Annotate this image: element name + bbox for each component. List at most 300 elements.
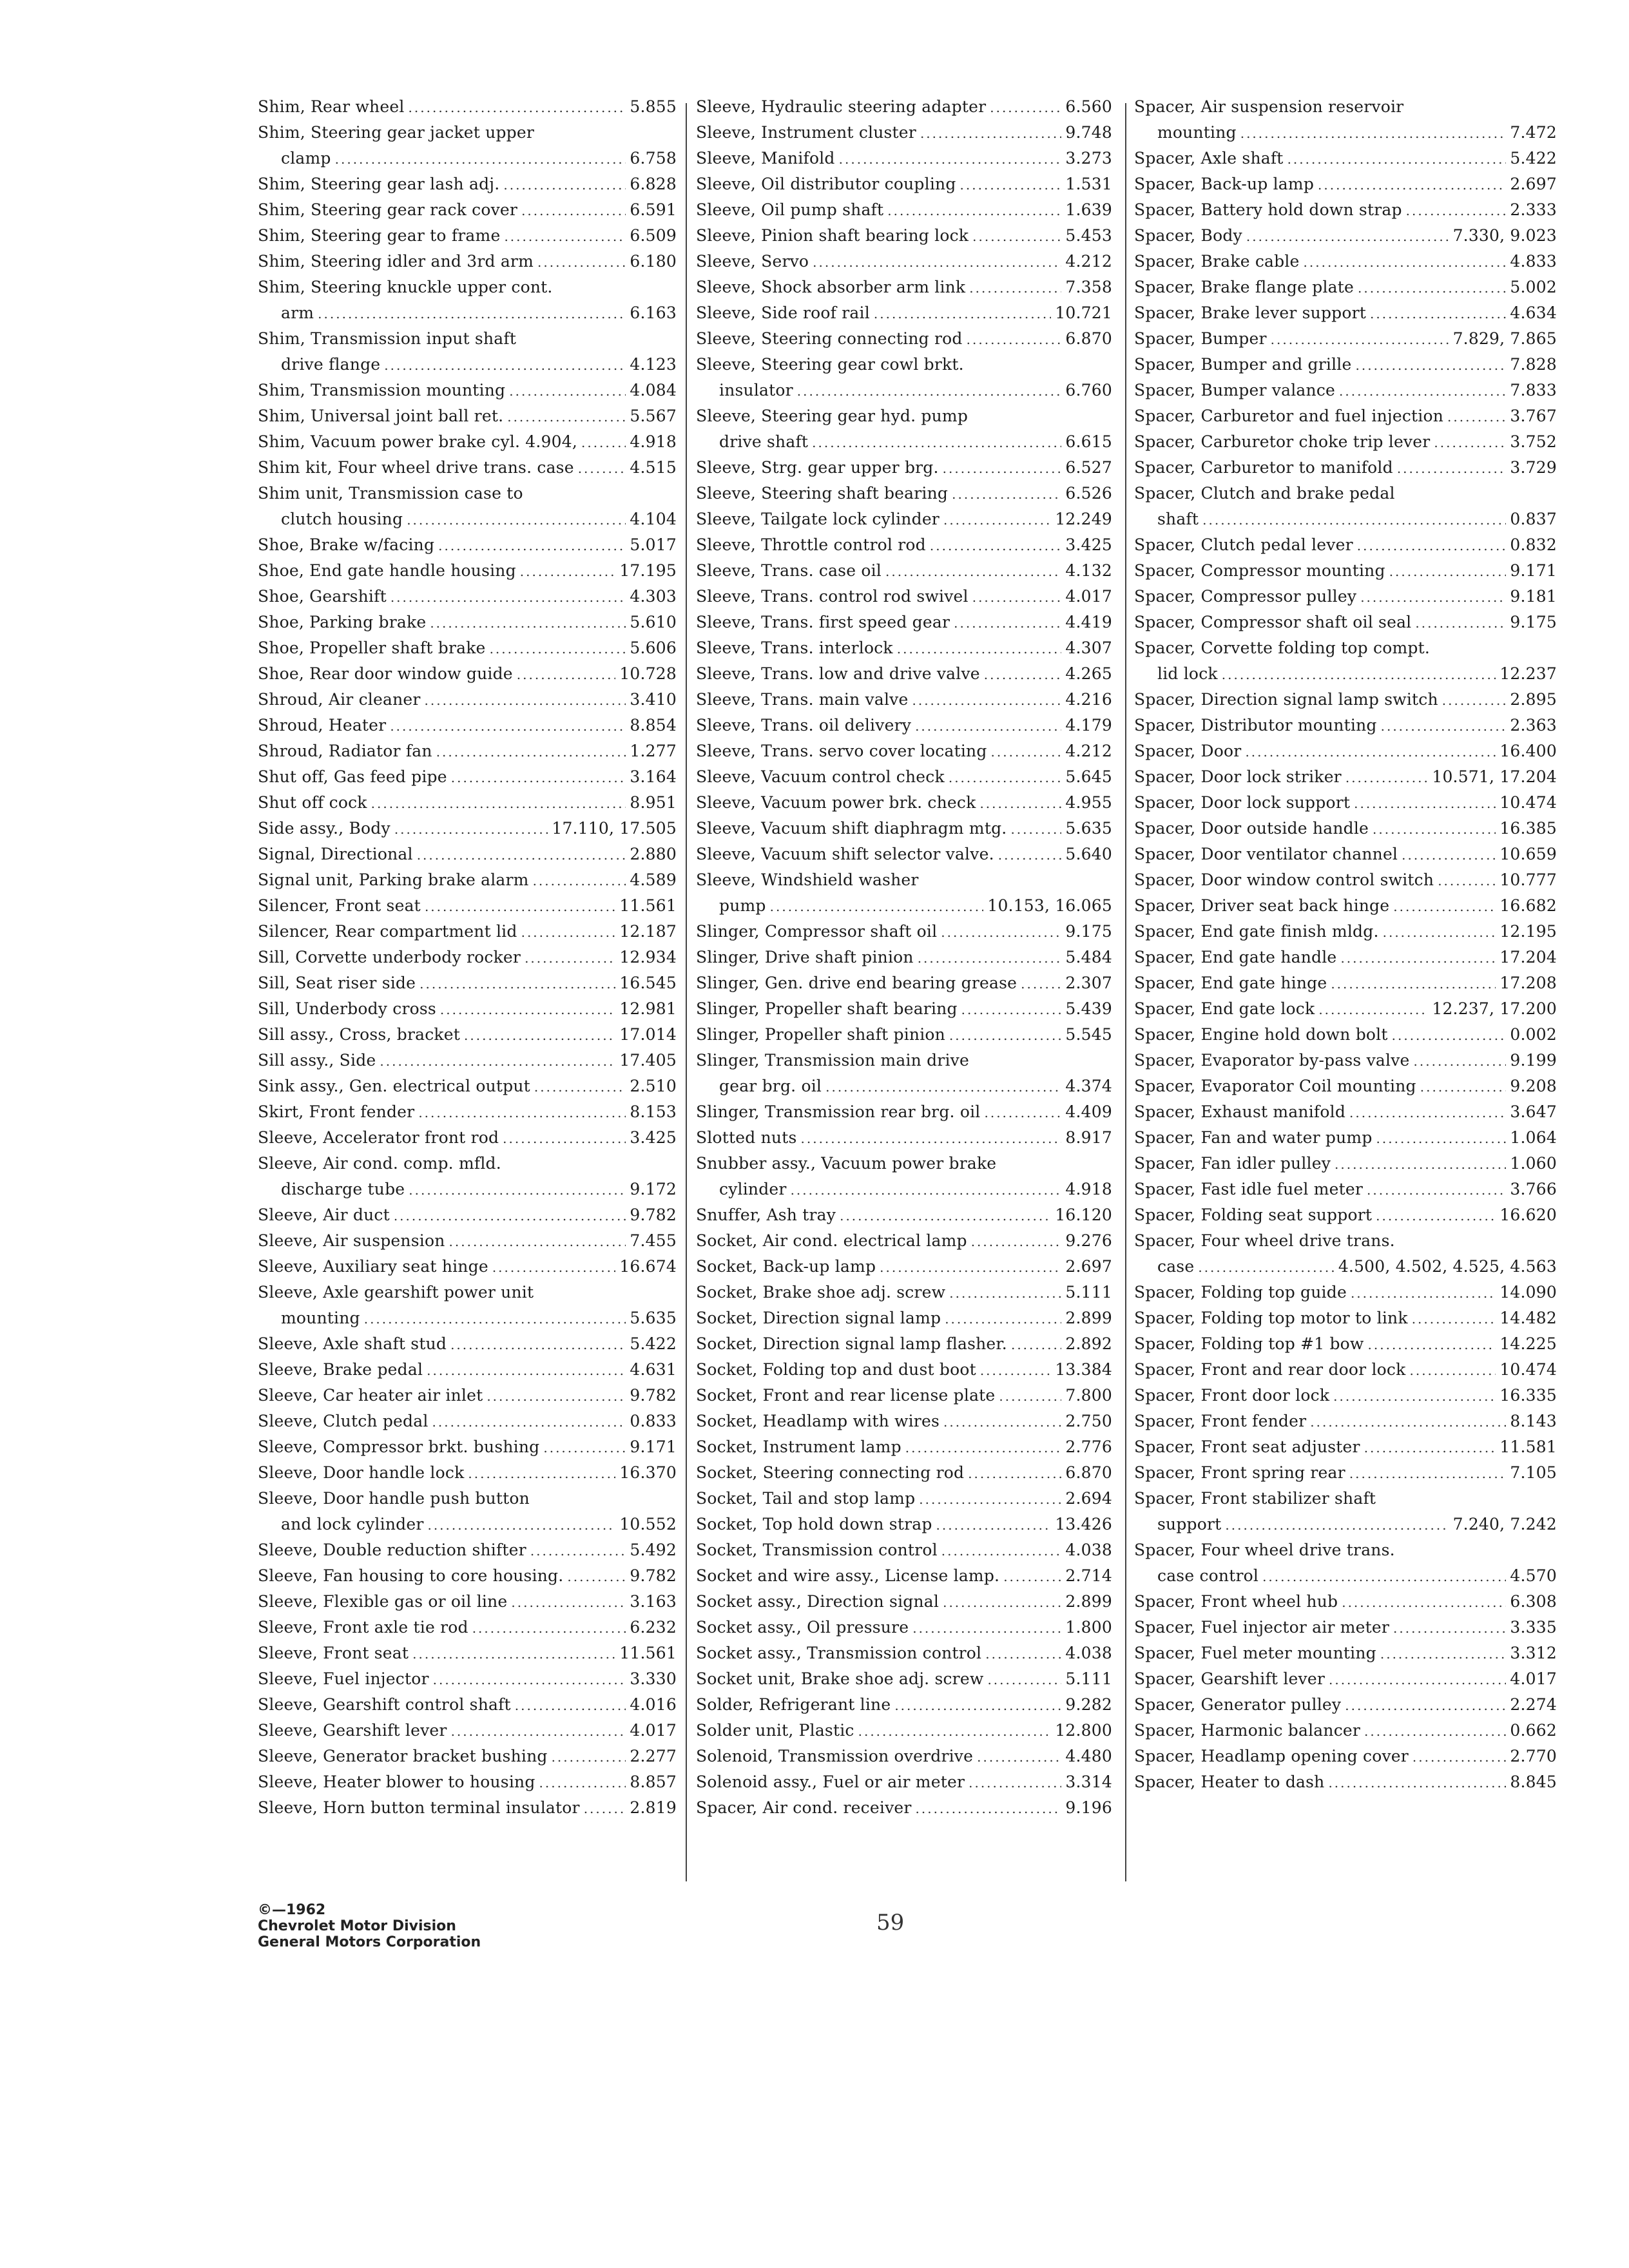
entry-name: Spacer, Compressor mounting [1134,561,1385,580]
entry-reference: 6.870 [1065,329,1112,348]
entry-name: Spacer, Front spring rear [1134,1463,1345,1482]
entry-name: Spacer, Air cond. receiver [696,1798,912,1817]
index-entry [1134,94,1557,120]
entry-reference: 9.282 [1065,1695,1112,1714]
entry-name: cylinder [719,1180,787,1198]
entry-reference: 11.581 [1499,1437,1557,1456]
entry-name: Shroud, Air cleaner [258,690,421,709]
entry-name: Spacer, Engine hold down bolt [1134,1025,1388,1044]
index-entry [258,223,677,249]
entry-name: Shim, Universal joint ball ret. [258,407,504,425]
entry-reference: 3.425 [1065,535,1112,554]
index-entry [1134,584,1557,610]
entry-name: Spacer, Driver seat back hinge [1134,896,1390,915]
index-entry [258,764,677,790]
publisher-footer [258,1902,481,1950]
dot-leader [539,1770,626,1795]
entry-reference: 14.090 [1499,1283,1557,1302]
index-entry [696,300,1112,326]
index-entry [258,403,677,429]
index-entry [258,1125,677,1151]
dot-leader [858,1718,1052,1744]
entry-name: Spacer, Bumper and grille [1134,355,1352,374]
index-entry [1134,1305,1557,1331]
index-entry [1134,197,1557,223]
entry-name: Spacer, Heater to dash [1134,1773,1325,1791]
index-entry [258,1357,677,1383]
index-entry [1134,532,1557,558]
entry-name: Sleeve, Brake pedal [258,1360,423,1379]
entry-name: Spacer, Folding top #1 bow [1134,1334,1364,1353]
entry-name: Spacer, Carburetor and fuel injection [1134,407,1444,425]
dot-leader [1380,1641,1507,1666]
index-entry [258,558,677,584]
entry-reference: 5.606 [630,639,677,657]
index-entry [696,713,1112,738]
index-entry [1134,1408,1557,1434]
dot-leader [521,198,626,223]
index-entry [1134,378,1557,403]
index-entry [258,481,677,506]
index-entry [258,1718,677,1744]
dot-leader [1397,456,1507,481]
entry-name: case [1157,1257,1195,1276]
dot-leader [1414,1048,1507,1073]
entry-name: Shoe, End gate handle housing [258,561,516,580]
dot-leader [1240,120,1507,146]
entry-name: Socket assy., Direction signal [696,1592,940,1611]
dot-leader [979,791,1061,816]
entry-name: Spacer, Harmonic balancer [1134,1721,1361,1740]
entry-name: Sleeve, Trans. low and drive valve [696,664,980,683]
entry-reference: 4.038 [1065,1541,1112,1559]
dot-leader [451,765,626,790]
entry-name: Sleeve, Gearshift lever [258,1721,447,1740]
entry-reference: 10.777 [1499,870,1557,889]
index-entry [1134,1073,1557,1099]
index-entry [1134,764,1557,790]
dot-leader [918,945,1062,970]
dot-leader [969,1770,1061,1795]
entry-name: Slinger, Compressor shaft oil [696,922,938,941]
index-entry-continuation [696,429,1112,455]
index-entry [1134,687,1557,713]
division-line: Chevrolet Motor Division [258,1918,456,1934]
entry-reference: 9.199 [1510,1051,1557,1070]
entry-name: Shroud, Heater [258,716,387,735]
dot-leader [409,95,626,120]
dot-leader [915,713,1061,738]
entry-name: Socket assy., Transmission control [696,1644,982,1662]
entry-reference: 4.179 [1065,716,1112,735]
index-entry [696,1666,1112,1692]
index-entry [258,1099,677,1125]
entry-reference: 3.410 [630,690,677,709]
entry-name: case control [1157,1566,1259,1585]
entry-name: Sleeve, Clutch pedal [258,1412,429,1430]
entry-reference: 5.422 [1510,149,1557,168]
dot-leader [1367,1177,1506,1202]
entry-name: Slinger, Propeller shaft bearing [696,999,958,1018]
index-entry [1134,274,1557,300]
index-entry [1134,945,1557,970]
entry-reference: 4.589 [630,870,677,889]
entry-name: Sleeve, Trans. control rod swivel [696,587,969,606]
entry-name: Spacer, End gate finish mldg. [1134,922,1379,941]
dot-leader [945,1306,1061,1331]
index-entry [696,352,1112,378]
dot-leader [430,610,626,635]
index-entry [696,945,1112,970]
index-entry [258,945,677,970]
entry-name: Spacer, Compressor shaft oil seal [1134,613,1412,631]
index-entry [1134,635,1557,661]
entry-name: Spacer, Front and rear door lock [1134,1360,1406,1379]
entry-name: Spacer, Brake flange plate [1134,278,1354,296]
dot-leader [949,765,1062,790]
entry-name: Spacer, Generator pulley [1134,1695,1342,1714]
index-entry [696,1589,1112,1615]
entry-name: Sill assy., Side [258,1051,376,1070]
entry-reference: 12.934 [619,948,677,966]
dot-leader [961,997,1062,1022]
entry-name: support [1157,1515,1222,1533]
entry-name: Sleeve, Horn button terminal insulator [258,1798,580,1817]
dot-leader [468,1461,615,1486]
column-divider [686,103,687,1881]
dot-leader [984,1100,1061,1125]
entry-reference: 10.474 [1499,793,1557,812]
entry-reference: 4.918 [1065,1180,1112,1198]
index-entry-continuation [258,300,677,326]
entry-reference: 5.453 [1065,226,1112,245]
entry-reference: 3.729 [1510,458,1557,477]
dot-leader [1376,1126,1507,1151]
entry-name: Socket unit, Brake shoe adj. screw [696,1669,984,1688]
entry-reference: 12.237, 17.200 [1432,999,1557,1018]
dot-leader [1345,1693,1506,1718]
dot-leader [1383,919,1496,945]
entry-name: Skirt, Front fender [258,1102,415,1121]
entry-name: Sleeve, Trans. case oil [696,561,882,580]
entry-reference: 6.591 [630,200,677,219]
index-entry [696,790,1112,816]
entry-name: Spacer, Back-up lamp [1134,175,1315,193]
dot-leader [991,739,1062,764]
entry-name: Sleeve, Gearshift control shaft [258,1695,511,1714]
index-entry [696,558,1112,584]
index-entry-continuation [696,893,1112,919]
entry-name: Spacer, Four wheel drive trans. [1134,1541,1395,1559]
index-entry [1134,1331,1557,1357]
index-entry [696,1099,1112,1125]
entry-reference: 2.714 [1065,1566,1112,1585]
entry-name: insulator [719,381,793,399]
index-entry [1134,223,1557,249]
index-entry [258,713,677,738]
index-entry [258,1383,677,1408]
entry-reference: 4.265 [1065,664,1112,683]
index-entry [696,326,1112,352]
index-entry [258,1022,677,1048]
index-entry [696,687,1112,713]
index-entry [258,893,677,919]
entry-reference: 14.225 [1499,1334,1557,1353]
entry-name: Sleeve, Side roof rail [696,303,870,322]
index-entry [258,841,677,867]
index-entry [696,1305,1112,1331]
dot-leader [1010,816,1061,841]
entry-name: Spacer, Gearshift lever [1134,1669,1325,1688]
entry-reference: 7.240, 7.242 [1452,1515,1557,1533]
entry-reference: 1.639 [1065,200,1112,219]
entry-name: drive flange [281,355,381,374]
entry-reference: 6.232 [630,1618,677,1637]
index-entry [696,816,1112,841]
entry-name: Slotted nuts [696,1128,797,1147]
dot-leader [812,430,1061,455]
entry-name: Shim, Steering gear lash adj. [258,175,500,193]
entry-name: Sleeve, Steering connecting rod [696,329,963,348]
entry-reference: 17.014 [619,1025,677,1044]
entry-name: Spacer, Exhaust manifold [1134,1102,1346,1121]
index-entry [258,816,677,841]
entry-name: Shim, Vacuum power brake cyl. 4.904, [258,432,577,451]
dot-leader [371,791,626,816]
dot-leader [943,1590,1061,1615]
entry-name: Socket, Front and rear license plate [696,1386,996,1405]
dot-leader [1328,1770,1506,1795]
dot-leader [912,687,1061,713]
entry-name: Sleeve, Vacuum power brk. check [696,793,976,812]
dot-leader [1011,1332,1061,1357]
entry-reference: 5.545 [1065,1025,1112,1044]
entry-name: Sleeve, Trans. oil delivery [696,716,912,735]
dot-leader [1351,1280,1496,1305]
dot-leader [916,1796,1062,1821]
dot-leader [1370,301,1506,326]
entry-reference: 6.870 [1065,1463,1112,1482]
index-entry [258,867,677,893]
dot-leader [432,1409,626,1434]
index-entry [258,1202,677,1228]
entry-name: Spacer, Bumper valance [1134,381,1336,399]
dot-leader [1376,1203,1496,1228]
entry-name: Sink assy., Gen. electrical output [258,1077,530,1095]
dot-leader [943,456,1062,481]
entry-name: Sleeve, Hydraulic steering adapter [696,97,987,116]
dot-leader [1198,1254,1334,1280]
index-entry [1134,1280,1557,1305]
entry-reference: 0.002 [1510,1025,1557,1044]
dot-leader [487,1383,626,1408]
entry-reference: 6.308 [1510,1592,1557,1611]
entry-name: lid lock [1157,664,1218,683]
entry-name: Signal unit, Parking brake alarm [258,870,529,889]
index-entry [1134,481,1557,506]
index-entry [1134,1718,1557,1744]
dot-leader [1358,275,1506,300]
dot-leader [1357,533,1507,558]
entry-name: Spacer, Door outside handle [1134,819,1369,838]
index-column-3 [1134,94,1557,1795]
dot-leader [1318,997,1428,1022]
entry-reference: 9.175 [1065,922,1112,941]
entry-name: Spacer, End gate hinge [1134,974,1327,992]
index-entry-continuation [1134,1563,1557,1589]
entry-reference: 5.567 [630,407,677,425]
index-entry-continuation [258,146,677,171]
dot-leader [552,1744,626,1769]
entry-reference: 7.358 [1065,278,1112,296]
entry-reference: 10.153, 16.065 [987,896,1112,915]
index-entry [1134,1692,1557,1718]
index-entry [1134,326,1557,352]
page-number: 59 [876,1910,905,1936]
dot-leader [450,1332,626,1357]
index-entry-continuation [696,1177,1112,1202]
entry-name: Sleeve, Axle gearshift power unit [258,1283,534,1302]
entry-name: Slinger, Propeller shaft pinion [696,1025,945,1044]
entry-reference: 16.674 [619,1257,677,1276]
index-entry [696,1795,1112,1821]
dot-leader [1329,1667,1506,1692]
dot-leader [1349,1461,1507,1486]
index-entry [258,1048,677,1073]
entry-name: Sleeve, Front axle tie rod [258,1618,468,1637]
index-entry [1134,919,1557,945]
index-entry [1134,893,1557,919]
dot-leader [534,1074,626,1099]
index-entry [258,1434,677,1460]
dot-leader [1442,687,1507,713]
index-entry-continuation [1134,1512,1557,1537]
dot-leader [1339,378,1506,403]
entry-reference: 13.426 [1055,1515,1112,1533]
dot-leader [537,249,626,274]
index-entry [258,1589,677,1615]
entry-name: Socket, Top hold down strap [696,1515,932,1533]
entry-reference: 3.425 [630,1128,677,1147]
index-entry [258,1640,677,1666]
dot-leader [503,172,626,197]
entry-reference: 3.335 [1510,1618,1557,1637]
index-entry [258,120,677,146]
entry-reference: 7.828 [1510,355,1557,374]
dot-leader [390,584,626,610]
dot-leader [1202,507,1506,532]
dot-leader [919,1486,1061,1512]
entry-reference: 12.195 [1499,922,1557,941]
dot-leader [1287,146,1507,171]
index-entry [1134,1537,1557,1563]
index-entry [696,146,1112,171]
entry-reference: 4.631 [630,1360,677,1379]
index-entry [258,996,677,1022]
entry-reference: 16.400 [1499,742,1557,760]
entry-name: Shim, Rear wheel [258,97,405,116]
entry-name: Spacer, Evaporator by-pass valve [1134,1051,1410,1070]
index-entry [258,1795,677,1821]
entry-reference: 10.721 [1055,303,1112,322]
index-entry [1134,1589,1557,1615]
entry-name: Solenoid, Transmission overdrive [696,1747,974,1765]
dot-leader [1381,713,1507,738]
entry-reference: 4.480 [1065,1747,1112,1765]
entry-reference: 9.172 [630,1180,677,1198]
entry-reference: 2.819 [630,1798,677,1817]
entry-reference: 16.335 [1499,1386,1557,1405]
index-entry [696,1048,1112,1073]
entry-reference: 3.766 [1510,1180,1557,1198]
entry-reference: 7.455 [630,1231,677,1250]
index-entry [696,635,1112,661]
entry-reference: 7.800 [1065,1386,1112,1405]
entry-name: Spacer, Air suspension reservoir [1134,97,1404,116]
index-entry [258,1151,677,1177]
index-entry [696,223,1112,249]
entry-name: Spacer, Bumper [1134,329,1267,348]
index-entry [696,249,1112,274]
entry-reference: 4.016 [630,1695,677,1714]
entry-reference: 10.571, 17.204 [1432,767,1557,786]
entry-name: discharge tube [281,1180,405,1198]
index-entry [1134,352,1557,378]
index-entry [1134,1615,1557,1640]
entry-name: Sleeve, Servo [696,252,809,271]
entry-reference: 6.526 [1065,484,1112,503]
index-entry [1134,1640,1557,1666]
entry-reference: 16.545 [619,974,677,992]
entry-reference: 9.175 [1510,613,1557,631]
dot-leader [407,507,626,532]
dot-leader [521,919,616,945]
entry-name: Sleeve, Generator bracket bushing [258,1747,548,1765]
index-entry [1134,429,1557,455]
entry-reference: 17.405 [619,1051,677,1070]
entry-name: Sleeve, Manifold [696,149,835,168]
entry-reference: 0.832 [1510,535,1557,554]
index-entry [1134,790,1557,816]
entry-reference: 5.610 [630,613,677,631]
entry-reference: 0.662 [1510,1721,1557,1740]
entry-reference: 5.111 [1065,1283,1112,1302]
dot-leader [887,198,1061,223]
index-entry [1134,610,1557,635]
index-entry [258,1486,677,1512]
entry-reference: 0.837 [1510,510,1557,528]
entry-name: Sleeve, Vacuum shift diaphragm mtg. [696,819,1007,838]
entry-name: Sleeve, Flexible gas or oil line [258,1592,508,1611]
entry-reference: 4.084 [630,381,677,399]
dot-leader [912,1615,1061,1640]
entry-name: Spacer, Fuel meter mounting [1134,1644,1376,1662]
entry-reference: 9.782 [630,1566,677,1585]
entry-reference: 1.531 [1065,175,1112,193]
index-entry [696,455,1112,481]
index-entry-continuation [258,1177,677,1202]
dot-leader [507,404,626,429]
entry-name: Sleeve, Air cond. comp. mfld. [258,1154,501,1173]
entry-reference: 17.195 [619,561,677,580]
dot-leader [509,378,626,403]
index-entry [696,1769,1112,1795]
entry-reference: 8.857 [630,1773,677,1791]
entry-name: Spacer, Direction signal lamp switch [1134,690,1438,709]
index-entry [696,661,1112,687]
index-entry [258,197,677,223]
entry-name: Socket, Direction signal lamp [696,1309,941,1327]
